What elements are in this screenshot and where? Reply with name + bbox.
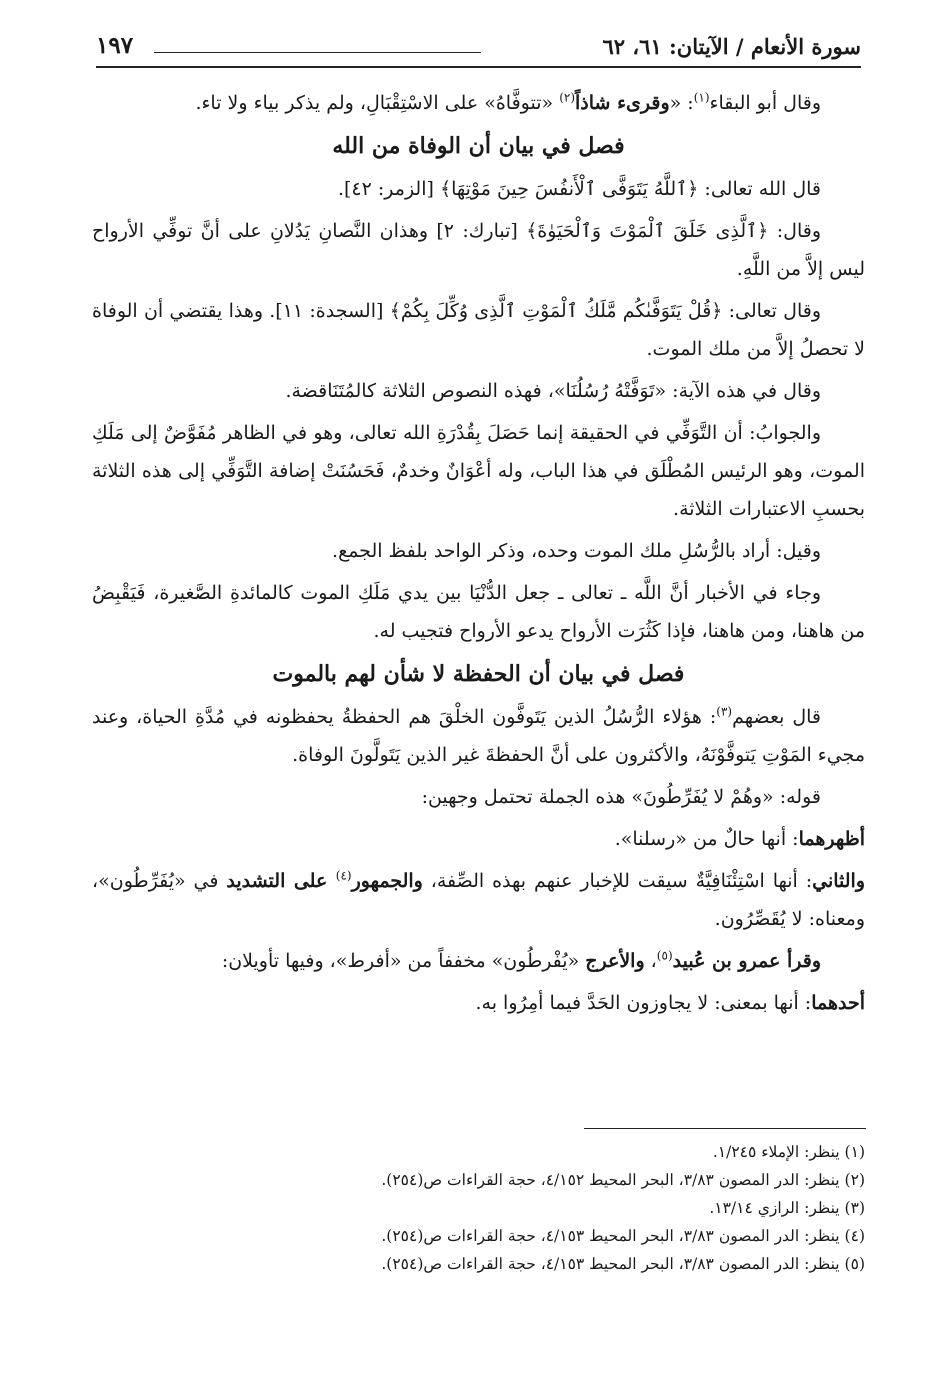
text-run: وقال أبو البقاء (709, 92, 821, 114)
bold-run: والثاني (812, 870, 866, 892)
text-run: «يُفْرطُون» مخففاً من «أفرط»، وفيها تأويلان: (221, 950, 586, 972)
main-text (92, 84, 865, 1022)
footnote-ref-1: (١) (693, 90, 710, 105)
section-heading-hafaza: فصل في بيان أن الحفظة لا شأن لهم بالموت (272, 661, 685, 687)
bold-run: والجمهور (351, 870, 423, 892)
paragraph-abu-albaqa (92, 84, 865, 122)
text-run: ، (644, 950, 657, 972)
paragraph-amr-ibn-ubayd (92, 942, 865, 980)
text-run: قال بعضهم (732, 706, 821, 728)
text-run: : هؤلاء الرُّسُلُ الذين يَتَوفَّون الخلْقَ هم الحفظةُ يحفظونه في مُدَّةِ الحياة، وعند مجيء المَوْتِ يَتوفَّوْنَهُ، والأكثرون على أنَّ الحفظةَ غير الذين يَتَولَّونَ الوفاة. (92, 706, 865, 766)
text-run: : أنها بمعنى: لا يجاوزون الحَدَّ فيما أمِرُوا به. (475, 992, 812, 1014)
header-rule-short (154, 52, 481, 53)
bold-run: وقرىء شاذاً (575, 92, 670, 114)
bold-run: والأعرج (585, 950, 645, 972)
footnotes (85, 1138, 865, 1278)
footnote-4: (٤) ينظر: الدر المصون ٣/٨٣، البحر المحيط ٤/١٥٣، حجة القراءات ص(٢٥٤). (381, 1227, 865, 1245)
running-header (96, 30, 861, 64)
paragraph-qawluhu: قوله: «وهُمْ لا يُفَرِّطُونَ» هذه الجملة تحتمل وجهين: (421, 786, 821, 808)
paragraph-tabarak-verse: وقال: ﴿ٱلَّذِى خَلَقَ ٱلْمَوْتَ وَٱلْحَيَوٰةَ﴾ [تبارك: ٢] وهذان النَّصانِ يَدُلانِ على أنَّ توفِّي الأرواح ليس إلاَّ من اللَّهِ. (92, 220, 865, 280)
footnote-ref-4: (٤) (335, 868, 352, 883)
section-heading-wafat: فصل في بيان أن الوفاة من الله (332, 133, 625, 159)
footnote-1: (١) ينظر: الإملاء ١/٢٤٥. (712, 1143, 865, 1161)
bold-run: أظهرهما (798, 828, 865, 850)
paragraph-baduhum (92, 698, 865, 774)
bold-run: على التشديد (226, 870, 336, 892)
paragraph-ahaduhuma (92, 984, 865, 1022)
paragraph-this-verse: وقال في هذه الآية: «تَوَفَّتْهُ رُسُلُنَا»، فهذه النصوص الثلاثة كالمُتَنَاقضة. (285, 380, 821, 402)
page-number: ١٩٧ (96, 32, 134, 59)
paragraph-rusul: وقيل: أراد بالرُّسُلِ ملك الموت وحده، وذكر الواحد بلفظ الجمع. (332, 540, 821, 562)
paragraph-answer: والجوابُ: أن التَّوَفِّي في الحقيقة إنما حَصَلَ بِقُدْرَةِ الله تعالى، وهو في الظاهر مُفَوَّضٌ إلى مَلَكِ الموت، وهو الرئيس المُطْلَق في هذا الباب، وله أعْوَانٌ وخدمٌ، فَحَسُنَتْ إضافة التَّوَفِّي إلى هذه الثلاثة بحسبِ الاعتبارات الثلاثة. (92, 422, 865, 520)
text-run: في «يُفَرِّطُون»، ومعناه: لا يُقَصِّرُون. (92, 870, 865, 930)
header-rule (96, 66, 861, 68)
footnote-3: (٣) ينظر: الرازي ١٣/١٤. (709, 1199, 865, 1217)
text-run: : أنها حالٌ من «رسلنا». (614, 828, 799, 850)
paragraph-thani (92, 862, 865, 938)
footnote-ref-5: (٥) (656, 948, 673, 963)
paragraph-akhbar: وجاء في الأخبار أنَّ اللَّه ـ تعالى ـ جعل الدُّنْيَا بين يدي مَلَكِ الموت كالمائدةِ الصَّغيرة، فَيَقْبِضُ من هاهنا، ومن هاهنا، فإذا كَثُرَت الأرواح يدعو الأرواح فتجيب له. (92, 582, 865, 642)
footnote-separator (584, 1128, 866, 1129)
text-run: : أنها اسْتِئْنَافِيَّةٌ سيقت للإخبار عنهم بهذه الصِّفة، (422, 870, 813, 892)
paragraph-azharuhuma (92, 820, 865, 858)
footnote-5: (٥) ينظر: الدر المصون ٣/٨٣، البحر المحيط ٤/١٥٣، حجة القراءات ص(٢٥٤). (381, 1255, 865, 1273)
running-header-title: سورة الأنعام / الآيتان: ٦١، ٦٢ (602, 34, 861, 59)
footnote-ref-2: (٢) (559, 90, 576, 105)
footnote-ref-3: (٣) (716, 704, 733, 719)
bold-run: وقرأ عمرو بن عُبيد (672, 950, 821, 972)
text-run: : « (669, 92, 694, 114)
text-run: «تتوفَّاهُ» على الاسْتِقْبَالِ، ولم يذكر بياء ولا تاء. (195, 92, 560, 114)
bold-run: أحدهما (811, 992, 865, 1014)
paragraph-zumar-verse: قال الله تعالى: ﴿ٱللَّهُ يَتَوَفَّى ٱلْأَنفُسَ حِينَ مَوْتِهَا﴾ [الزمر: ٤٢]. (337, 178, 821, 200)
paragraph-sajda-verse: وقال تعالى: ﴿قُلْ يَتَوَفَّىٰكُم مَّلَكُ ٱلْمَوْتِ ٱلَّذِى وُكِّلَ بِكُمْ﴾ [السجدة: ١١]. وهذا يقتضي أن الوفاة لا تحصلُ إلاَّ من ملك الموت. (92, 300, 865, 360)
footnote-2: (٢) ينظر: الدر المصون ٣/٨٣، البحر المحيط ٤/١٥٢، حجة القراءات ص(٢٥٤). (381, 1171, 865, 1189)
